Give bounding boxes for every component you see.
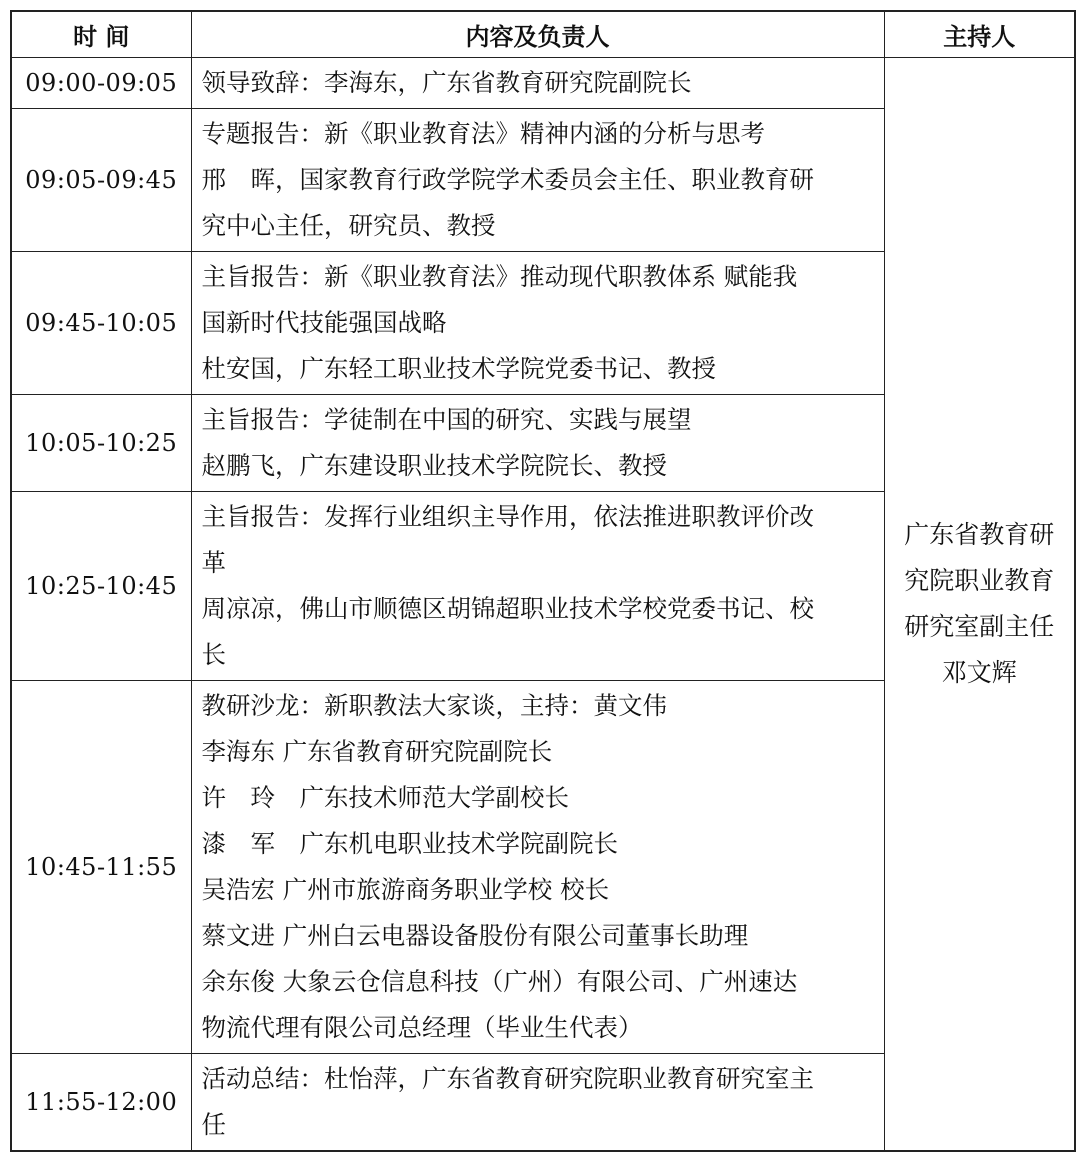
content-line: 国新时代技能强国战略 xyxy=(201,308,447,337)
content-line: 究中心主任，研究员、教授 xyxy=(201,211,496,240)
content-line: 许 玲 广东技术师范大学副校长 xyxy=(201,783,569,812)
header-content: 内容及负责人 xyxy=(191,11,884,58)
content-line: 漆 军 广东机电职业技术学院副院长 xyxy=(201,829,618,858)
content-line: 李海东 广东省教育研究院副院长 xyxy=(201,737,553,766)
host-cell xyxy=(884,58,1075,1152)
content-line: 吴浩宏 广州市旅游商务职业学校 校长 xyxy=(201,875,610,904)
content-line: 蔡文进 广州白云电器设备股份有限公司董事长助理 xyxy=(201,921,749,950)
content-cell xyxy=(191,58,884,109)
content-line: 教研沙龙：新职教法大家谈，主持：黄文伟 xyxy=(201,691,667,720)
time-cell: 10:05-10:25 xyxy=(11,395,191,492)
content-line: 主旨报告：学徒制在中国的研究、实践与展望 xyxy=(201,405,692,434)
content-line: 领导致辞：李海东，广东省教育研究院副院长 xyxy=(201,68,692,97)
content-cell xyxy=(191,681,884,1054)
host-line: 广东省教育研 xyxy=(904,520,1055,549)
content-line: 活动总结：杜怡萍，广东省教育研究院职业教育研究室主 xyxy=(201,1064,814,1093)
header-host: 主持人 xyxy=(884,11,1075,58)
host-line: 究院职业教育 xyxy=(904,566,1055,595)
host-line: 研究室副主任 xyxy=(904,612,1055,641)
table-row xyxy=(11,58,1075,109)
time-cell: 09:05-09:45 xyxy=(11,109,191,252)
content-cell xyxy=(191,109,884,252)
content-line: 主旨报告：新《职业教育法》推动现代职教体系 赋能我 xyxy=(201,262,798,291)
content-line: 邢 晖，国家教育行政学院学术委员会主任、职业教育研 xyxy=(201,165,814,194)
content-line: 周凉凉，佛山市顺德区胡锦超职业技术学校党委书记、校 xyxy=(201,594,814,623)
content-cell xyxy=(191,252,884,395)
agenda-table xyxy=(10,10,1076,1152)
content-line: 任 xyxy=(201,1110,226,1139)
content-cell xyxy=(191,492,884,681)
content-line: 杜安国，广东轻工职业技术学院党委书记、教授 xyxy=(201,354,716,383)
content-line: 专题报告：新《职业教育法》精神内涵的分析与思考 xyxy=(201,119,765,148)
content-line: 革 xyxy=(201,548,226,577)
time-cell: 11:55-12:00 xyxy=(11,1054,191,1152)
content-line: 主旨报告：发挥行业组织主导作用，依法推进职教评价改 xyxy=(201,502,814,531)
time-cell: 10:45-11:55 xyxy=(11,681,191,1054)
content-line: 长 xyxy=(201,640,226,669)
header-row xyxy=(11,11,1075,58)
header-time: 时 间 xyxy=(11,11,191,58)
content-line: 物流代理有限公司总经理（毕业生代表） xyxy=(201,1013,643,1042)
content-cell xyxy=(191,395,884,492)
host-name: 邓文辉 xyxy=(941,658,1017,687)
content-line: 赵鹏飞，广东建设职业技术学院院长、教授 xyxy=(201,451,667,480)
time-cell: 10:25-10:45 xyxy=(11,492,191,681)
content-line: 余东俊 大象云仓信息科技（广州）有限公司、广州速达 xyxy=(201,967,798,996)
content-cell xyxy=(191,1054,884,1152)
time-cell: 09:00-09:05 xyxy=(11,58,191,109)
time-cell: 09:45-10:05 xyxy=(11,252,191,395)
